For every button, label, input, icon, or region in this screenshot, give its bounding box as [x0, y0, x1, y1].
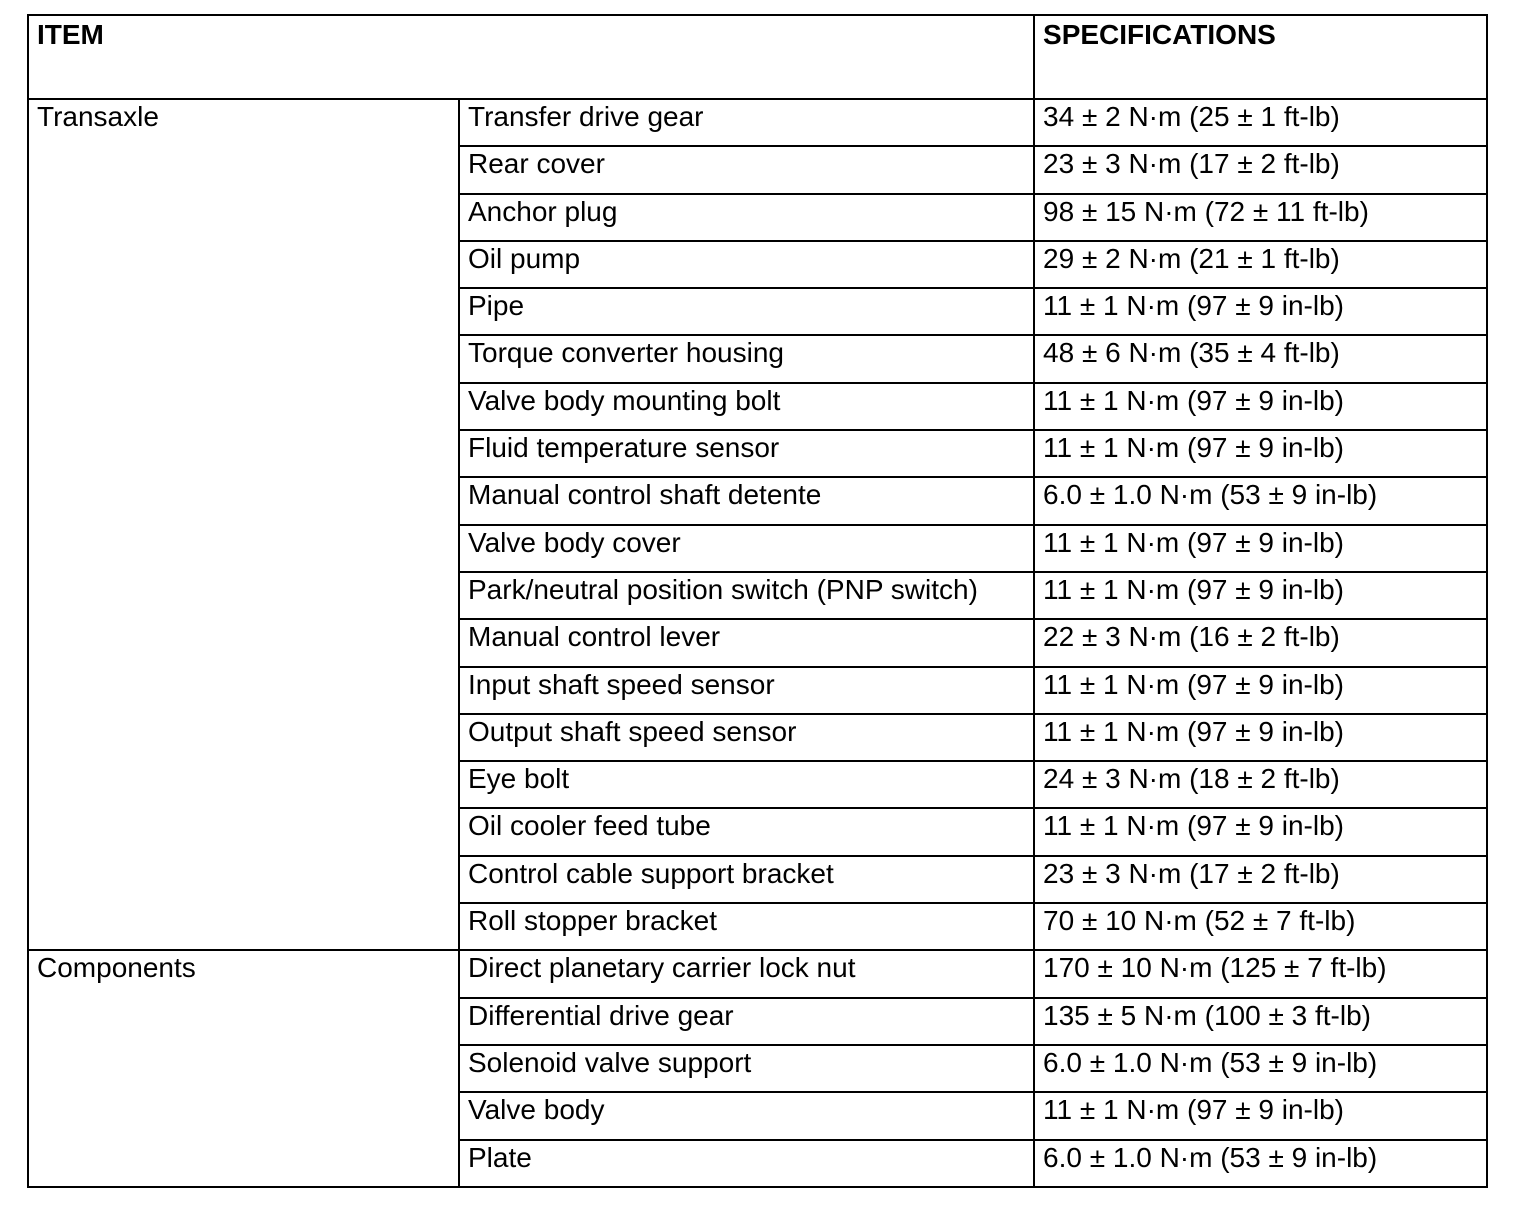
table-row [28, 99, 1487, 146]
spec-cell: 11 ± 1 N·m (97 ± 9 in-lb) [1034, 808, 1487, 855]
spec-cell: 6.0 ± 1.0 N·m (53 ± 9 in-lb) [1034, 1045, 1487, 1092]
item-cell: Manual control lever [459, 619, 1034, 666]
item-cell: Oil cooler feed tube [459, 808, 1034, 855]
spec-cell: 11 ± 1 N·m (97 ± 9 in-lb) [1034, 430, 1487, 477]
item-cell: Fluid temperature sensor [459, 430, 1034, 477]
item-cell: Manual control shaft detente [459, 477, 1034, 524]
table-row [28, 950, 1487, 997]
item-cell: Transfer drive gear [459, 99, 1034, 146]
header-item: ITEM [28, 15, 1034, 99]
spec-cell: 11 ± 1 N·m (97 ± 9 in-lb) [1034, 288, 1487, 335]
item-cell: Valve body mounting bolt [459, 383, 1034, 430]
item-cell: Differential drive gear [459, 998, 1034, 1045]
header-specifications: SPECIFICATIONS [1034, 15, 1487, 99]
spec-cell: 11 ± 1 N·m (97 ± 9 in-lb) [1034, 714, 1487, 761]
spec-cell: 23 ± 3 N·m (17 ± 2 ft-lb) [1034, 146, 1487, 193]
spec-cell: 48 ± 6 N·m (35 ± 4 ft-lb) [1034, 335, 1487, 382]
item-cell: Plate [459, 1140, 1034, 1187]
header-row [28, 15, 1487, 99]
spec-cell: 29 ± 2 N·m (21 ± 1 ft-lb) [1034, 241, 1487, 288]
spec-cell: 70 ± 10 N·m (52 ± 7 ft-lb) [1034, 903, 1487, 950]
item-cell: Oil pump [459, 241, 1034, 288]
table-body [28, 15, 1487, 1187]
item-cell: Output shaft speed sensor [459, 714, 1034, 761]
spec-cell: 11 ± 1 N·m (97 ± 9 in-lb) [1034, 667, 1487, 714]
category-cell: Transaxle [28, 99, 459, 950]
torque-spec-table [27, 14, 1488, 1188]
spec-cell: 170 ± 10 N·m (125 ± 7 ft-lb) [1034, 950, 1487, 997]
spec-cell: 22 ± 3 N·m (16 ± 2 ft-lb) [1034, 619, 1487, 666]
item-cell: Pipe [459, 288, 1034, 335]
item-cell: Valve body cover [459, 525, 1034, 572]
item-cell: Eye bolt [459, 761, 1034, 808]
spec-cell: 23 ± 3 N·m (17 ± 2 ft-lb) [1034, 856, 1487, 903]
spec-cell: 24 ± 3 N·m (18 ± 2 ft-lb) [1034, 761, 1487, 808]
item-cell: Input shaft speed sensor [459, 667, 1034, 714]
item-cell: Park/neutral position switch (PNP switch) [459, 572, 1034, 619]
spec-cell: 135 ± 5 N·m (100 ± 3 ft-lb) [1034, 998, 1487, 1045]
item-cell: Roll stopper bracket [459, 903, 1034, 950]
item-cell: Anchor plug [459, 194, 1034, 241]
spec-cell: 11 ± 1 N·m (97 ± 9 in-lb) [1034, 383, 1487, 430]
spec-cell: 11 ± 1 N·m (97 ± 9 in-lb) [1034, 572, 1487, 619]
category-cell: Components [28, 950, 459, 1186]
item-cell: Direct planetary carrier lock nut [459, 950, 1034, 997]
item-cell: Control cable support bracket [459, 856, 1034, 903]
spec-cell: 34 ± 2 N·m (25 ± 1 ft-lb) [1034, 99, 1487, 146]
item-cell: Valve body [459, 1092, 1034, 1139]
item-cell: Solenoid valve support [459, 1045, 1034, 1092]
item-cell: Rear cover [459, 146, 1034, 193]
item-cell: Torque converter housing [459, 335, 1034, 382]
spec-cell: 11 ± 1 N·m (97 ± 9 in-lb) [1034, 1092, 1487, 1139]
spec-cell: 6.0 ± 1.0 N·m (53 ± 9 in-lb) [1034, 477, 1487, 524]
spec-cell: 6.0 ± 1.0 N·m (53 ± 9 in-lb) [1034, 1140, 1487, 1187]
spec-cell: 11 ± 1 N·m (97 ± 9 in-lb) [1034, 525, 1487, 572]
spec-cell: 98 ± 15 N·m (72 ± 11 ft-lb) [1034, 194, 1487, 241]
